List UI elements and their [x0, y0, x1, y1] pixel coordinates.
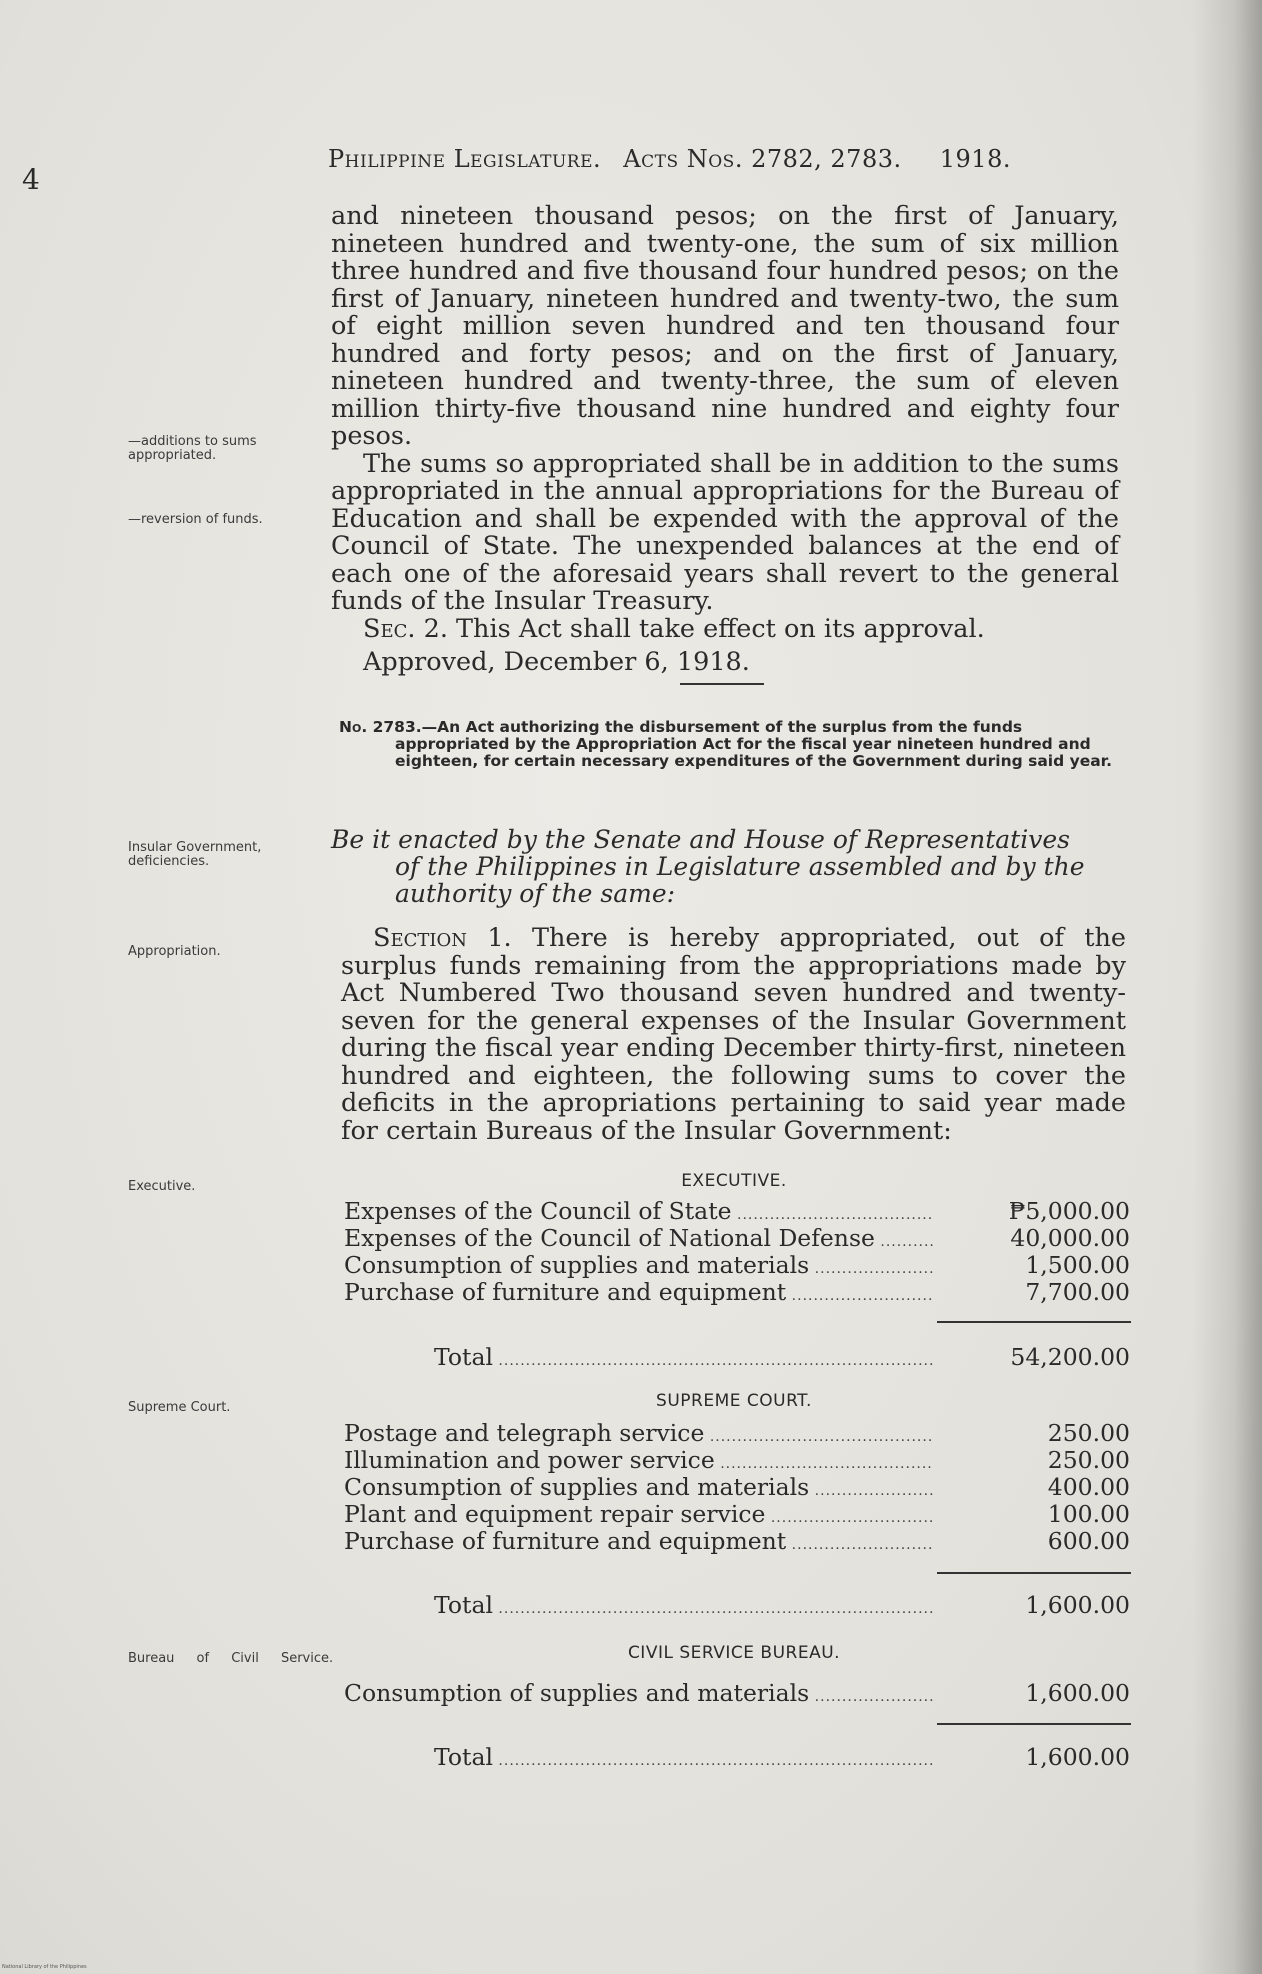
section-2-text: 2. This Act shall take effect on its approval.: [415, 613, 985, 644]
act-title: [339, 719, 1129, 770]
table-row: [344, 1225, 1130, 1252]
item-label: Postage and telegraph service .....: [344, 1419, 934, 1447]
margin-note-executive: Executive.: [128, 1179, 196, 1194]
continued-text: [331, 203, 1119, 677]
item-label: Expenses of the Council of State .....: [344, 1197, 934, 1225]
total-amount: 1,600.00: [1025, 1591, 1130, 1619]
executive-total-rule: [937, 1321, 1131, 1323]
section-2-prefix: Sec.: [363, 613, 416, 644]
margin-note-reversion: —reversion of funds.: [128, 512, 263, 527]
section-1-prefix: Section: [373, 923, 468, 953]
total-amount: 1,600.00: [1025, 1743, 1130, 1771]
supreme-court-total-row: [344, 1591, 1130, 1619]
act-title-text: [339, 719, 1129, 770]
approved-line: Approved, December 6, 1918.: [363, 647, 750, 677]
section-1-body: 1. There is hereby appropriated, out of the surplus funds remaining from the appropriations made by Act Numbered Two thousand seven hundred and twenty-seven for the general expenses of the Insular Government during the fiscal year ending December thirty-first, nineteen hundred and eighteen, the following sums to cover the deficits in the apropriations pertaining to said year made for certain Bureaus of the Insular Government:: [341, 923, 1126, 1146]
table-row: [344, 1198, 1130, 1225]
item-label: Plant and equipment repair service .....: [344, 1500, 934, 1528]
table-row: [344, 1680, 1130, 1707]
table-row: [344, 1474, 1130, 1501]
table-row: [344, 1447, 1130, 1474]
total-amount: 54,200.00: [1010, 1343, 1130, 1371]
act-description: —An Act authorizing the disbursement of the surplus from the funds appropriated by the Appropriation Act for the fiscal year nineteen hundred and eighteen, for certain necessary expenditures of the Government during said year.: [395, 718, 1112, 770]
item-amount: ₱5,000.00: [1008, 1197, 1130, 1225]
item-amount: 250.00: [1047, 1419, 1130, 1447]
executive-table: [344, 1198, 1130, 1306]
margin-note-appropriation: Appropriation.: [128, 944, 221, 959]
paragraph-2: The sums so appropriated shall be in addition to the sums appropriated in the annual appropriations for the Bureau of Education and shall be expended with the approval of the Council of State. The unexpended balances at the end of each one of the aforesaid years shall revert to the general funds of the Insular Treasury.: [331, 448, 1119, 616]
item-label: Consumption of supplies and materials .....: [344, 1679, 934, 1707]
item-amount: 400.00: [1047, 1473, 1130, 1501]
civil-service-heading: CIVIL SERVICE BUREAU.: [627, 1643, 841, 1663]
table-row: [344, 1501, 1130, 1528]
item-amount: 1,600.00: [1025, 1679, 1130, 1707]
margin-note-additions: —additions to sums appropriated.: [128, 434, 257, 463]
footer-credit: National Library of the Philippines: [2, 1964, 87, 1970]
item-amount: 1,500.00: [1025, 1251, 1130, 1279]
total-label: Total .....: [344, 1743, 934, 1771]
item-label: Illumination and power service .....: [344, 1446, 934, 1474]
item-label: Consumption of supplies and materials .....: [344, 1473, 934, 1501]
running-head: [328, 145, 1011, 173]
margin-note-civil-service: Bureau of Civil Service.: [128, 1651, 334, 1666]
item-label: Purchase of furniture and equipment .....: [344, 1527, 934, 1555]
running-head-title: Philippine Legislature.: [328, 145, 602, 173]
civil-service-table: [344, 1680, 1130, 1707]
table-row: [344, 1279, 1130, 1306]
section-1: [341, 925, 1126, 1145]
item-amount: 7,700.00: [1025, 1278, 1130, 1306]
executive-heading: EXECUTIVE.: [681, 1171, 787, 1191]
supreme-court-total-rule: [937, 1572, 1131, 1574]
enacting-line-1: Be it enacted by the Senate and House of Representatives: [331, 825, 1070, 854]
civil-service-total-rule: [937, 1723, 1131, 1725]
item-amount: 600.00: [1047, 1527, 1130, 1555]
item-amount: 250.00: [1047, 1446, 1130, 1474]
running-head-acts: Acts Nos. 2782, 2783.: [623, 145, 902, 173]
supreme-court-table: [344, 1420, 1130, 1555]
total-label: Total .....: [344, 1591, 934, 1619]
margin-note-supreme: Supreme Court.: [128, 1400, 231, 1415]
margin-note-insular: Insular Government, deficiencies.: [128, 840, 262, 869]
section-1-text: [341, 925, 1126, 1145]
paragraph-1: and nineteen thousand pesos; on the first of January, nineteen hundred and twenty-one, the sum of six million three hundred and five thousand four hundred pesos; on the first of January, nineteen hundred and twenty-two, the sum of eight million seven hundred and ten thousand four hundred and forty pesos; and on the first of January, nineteen hundred and twenty-three, the sum of eleven million thirty-five thousand nine hundred and eighty four pesos.: [331, 201, 1119, 451]
supreme-court-heading: SUPREME COURT.: [656, 1391, 812, 1411]
page-number: 4: [22, 163, 40, 196]
section-2: [331, 613, 1119, 644]
item-label: Purchase of furniture and equipment .....: [344, 1278, 934, 1306]
civil-service-total-row: [344, 1743, 1130, 1771]
executive-total-row: [344, 1343, 1130, 1371]
table-row: [344, 1252, 1130, 1279]
item-amount: 100.00: [1047, 1500, 1130, 1528]
item-label: Expenses of the Council of National Defense .....: [344, 1224, 934, 1252]
item-amount: 40,000.00: [1010, 1224, 1130, 1252]
running-head-year: 1918.: [939, 145, 1011, 173]
table-row: [344, 1420, 1130, 1447]
table-row: [344, 1528, 1130, 1555]
act-number: No. 2783.: [339, 718, 422, 736]
enacting-clause: [331, 826, 1131, 907]
page-edge-shadow: [1192, 0, 1262, 1974]
enacting-line-2: of the Philippines in Legislature assembled and by the authority of the same:: [395, 852, 1085, 908]
item-label: Consumption of supplies and materials .....: [344, 1251, 934, 1279]
section-divider: [680, 683, 764, 685]
total-label: Total .....: [344, 1343, 934, 1371]
